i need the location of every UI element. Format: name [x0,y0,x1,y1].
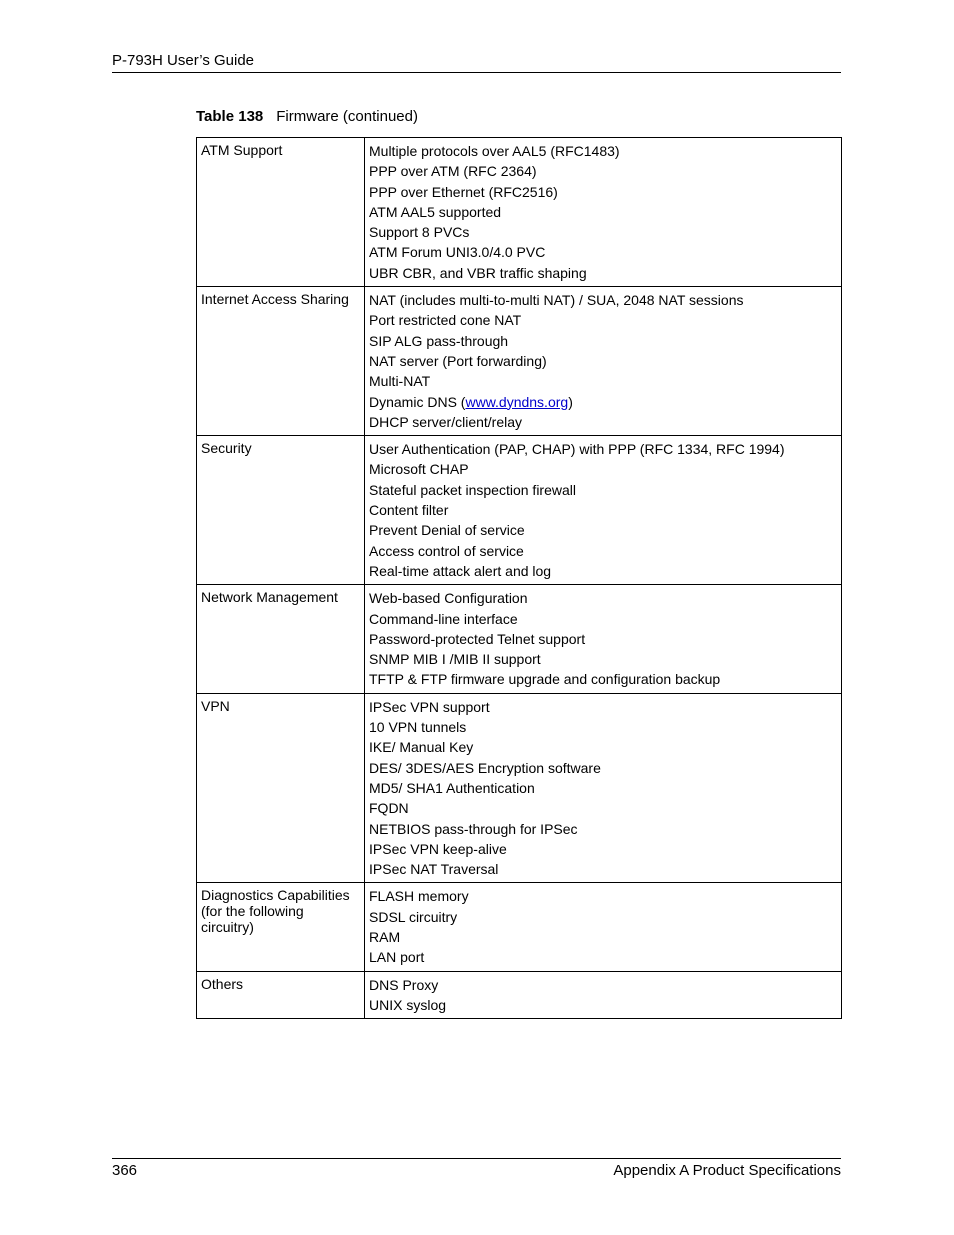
feature-details [365,138,842,287]
feature-detail-item [369,392,837,412]
feature-detail-item: SNMP MIB I /MIB II support [369,651,541,668]
feature-detail-item: PPP over Ethernet (RFC2516) [369,183,558,200]
feature-details [365,436,842,585]
feature-name: Network Management [197,585,365,693]
feature-detail-item: Port restricted cone NAT [369,312,522,329]
section-title: Appendix A Product Specifications [613,1162,841,1179]
feature-name: VPN [197,693,365,883]
feature-detail-item: SIP ALG pass-through [369,332,509,349]
feature-detail-item: RAM [369,928,401,945]
feature-detail-item: IPSec VPN keep-alive [369,840,507,857]
table-row [197,436,842,585]
firmware-table [196,137,842,1019]
feature-details [365,287,842,436]
table-row [197,138,842,287]
feature-detail-item: DES/ 3DES/AES Encryption software [369,759,601,776]
feature-name: Diagnostics Capabilities (for the following circuitry) [197,883,365,971]
page-footer [112,1158,841,1179]
feature-detail-item: 10 VPN tunnels [369,719,467,736]
feature-detail-item: TFTP & FTP firmware upgrade and configuration backup [369,671,721,688]
feature-detail-item: Support 8 PVCs [369,224,470,241]
feature-detail-item: UBR CBR, and VBR traffic shaping [369,264,587,281]
feature-detail-item: Command-line interface [369,610,518,627]
feature-detail-item: Stateful packet inspection firewall [369,481,576,498]
feature-detail-item: FQDN [369,800,409,817]
table-row [197,585,842,693]
table-title: Firmware (continued) [276,108,418,125]
feature-details [365,693,842,883]
feature-detail-item: Real-time attack alert and log [369,562,552,579]
feature-detail-item: Web-based Configuration [369,590,528,607]
detail-text: Dynamic DNS ( [369,393,466,410]
table-row [197,693,842,883]
dyndns-link[interactable]: www.dyndns.org [465,393,569,410]
feature-detail-item: User Authentication (PAP, CHAP) with PPP (RFC 1334, RFC 1994) [369,441,785,458]
feature-detail-item: NAT (includes multi-to-multi NAT) / SUA, 2048 NAT sessions [369,292,744,309]
page-number: 366 [112,1162,138,1179]
feature-detail-item: Password-protected Telnet support [369,630,586,647]
feature-detail-item: DNS Proxy [369,976,439,993]
feature-detail-item: SDSL circuitry [369,908,458,925]
table-row [197,287,842,436]
feature-name: Others [197,971,365,1019]
page-header [112,51,841,73]
feature-detail-item: IKE/ Manual Key [369,739,474,756]
feature-detail-item: Multiple protocols over AAL5 (RFC1483) [369,143,620,159]
feature-detail-item: DHCP server/client/relay [369,413,523,430]
feature-details [365,883,842,971]
feature-detail-item: Prevent Denial of service [369,522,525,539]
table-row [197,971,842,1019]
feature-detail-item: Multi-NAT [369,373,431,390]
feature-detail-item: ATM AAL5 supported [369,203,502,220]
feature-detail-item: PPP over ATM (RFC 2364) [369,163,537,180]
feature-detail-item: UNIX syslog [369,996,447,1013]
feature-detail-item: LAN port [369,949,425,966]
table-number: Table 138 [196,108,264,125]
feature-detail-item: Microsoft CHAP [369,461,469,478]
feature-detail-item: Access control of service [369,542,524,559]
feature-detail-item: Content filter [369,502,449,519]
table-row [197,883,842,971]
table-caption [196,108,418,125]
feature-detail-item: IPSec VPN support [369,698,490,715]
feature-name: Security [197,436,365,585]
feature-detail-item: FLASH memory [369,888,469,905]
feature-details [365,971,842,1019]
feature-name: Internet Access Sharing [197,287,365,436]
guide-title: P-793H User’s Guide [112,52,255,69]
feature-detail-item: MD5/ SHA1 Authentication [369,779,535,796]
feature-details [365,585,842,693]
feature-name: ATM Support [197,138,365,287]
feature-detail-item: ATM Forum UNI3.0/4.0 PVC [369,244,546,261]
detail-text: ) [568,393,573,410]
feature-detail-item: NETBIOS pass-through for IPSec [369,820,578,837]
feature-detail-item: NAT server (Port forwarding) [369,352,547,369]
feature-detail-item: IPSec NAT Traversal [369,861,499,878]
